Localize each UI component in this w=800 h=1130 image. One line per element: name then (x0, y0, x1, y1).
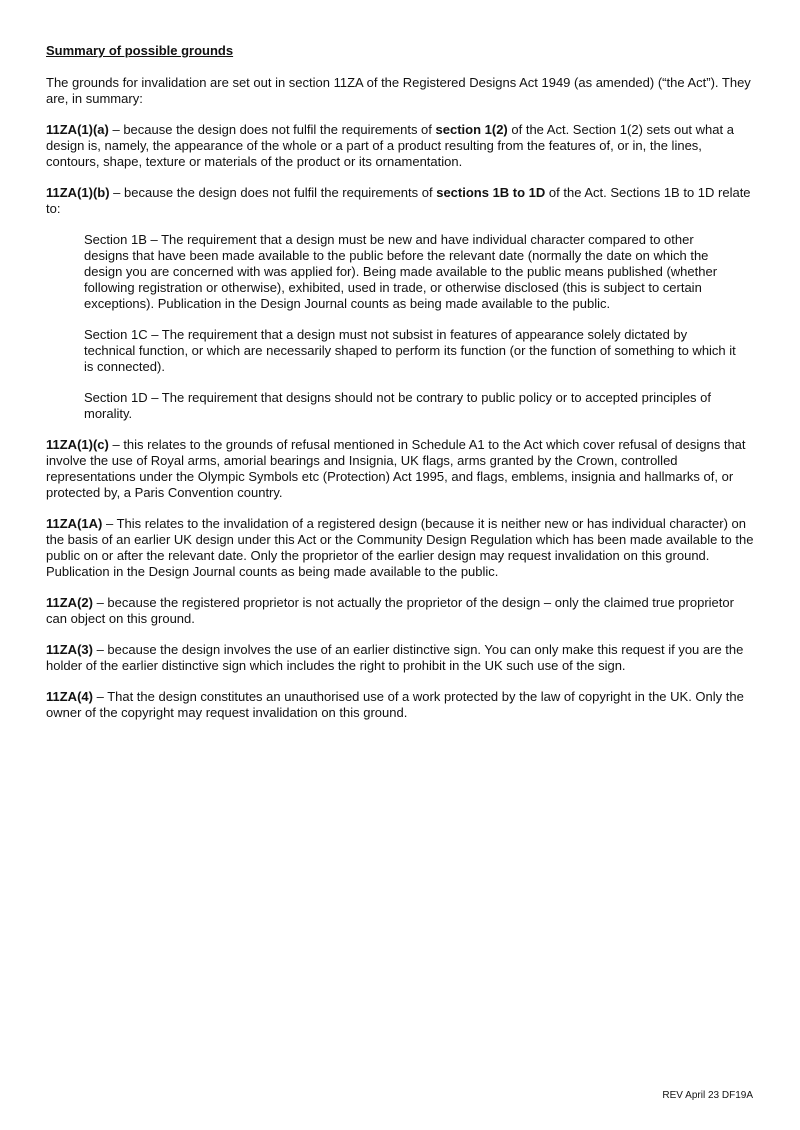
ground-4-paragraph (46, 689, 758, 721)
section-1d-paragraph: Section 1D – The requirement that designs should not be contrary to public policy or to accepted principles of morality. (84, 390, 712, 421)
ground-3-label: 11ZA(3) (46, 642, 93, 657)
ground-3-paragraph (46, 642, 758, 674)
ground-1a-paragraph (46, 122, 758, 170)
section-1b-paragraph: Section 1B – The requirement that a design must be new and have individual character compared to other designs that have been made available to the public before the relevant date (normally the date on which the design you are concerned with was applied for). Being made available to the public means published (whether following registration or otherwise), exhibited, used in trade, or otherwise disclosed (this is subject to certain exceptions). Publication in the Design Journal counts as being made available to the public. (84, 232, 718, 311)
ground-1b-text-after: of the Act. Sections 1B to 1D relate to: (46, 185, 751, 216)
ground-1b-label: 11ZA(1)(b) (46, 185, 110, 200)
document-page (46, 43, 758, 736)
ground-1b-paragraph (46, 185, 758, 217)
intro-paragraph: The grounds for invalidation are set out in section 11ZA of the Registered Designs Act 1949 (as amended) (“the Act”). They are, in summary: (46, 75, 751, 106)
ground-1a-text-after: of the Act. Section 1(2) sets out what a design is, namely, the appearance of the whole or a part of a product resulting from the features of, or in, the lines, contours, shape, texture or materials of the product or its ornamentation. (46, 122, 734, 169)
ground-1b-ref: sections 1B to 1D (436, 185, 546, 200)
ground-1c-paragraph (46, 437, 758, 501)
footer-revision: REV April 23 DF19A (662, 1090, 753, 1101)
ground-2-label: 11ZA(2) (46, 595, 93, 610)
ground-1A-paragraph (46, 516, 758, 580)
ground-2-text: – because the registered proprietor is not actually the proprietor of the design – only the claimed true proprietor can object on this ground. (46, 595, 734, 626)
ground-1a-label: 11ZA(1)(a) (46, 122, 109, 137)
ground-1a-text-before: – because the design does not fulfil the requirements of (108, 122, 436, 137)
ground-1c-text: – this relates to the grounds of refusal mentioned in Schedule A1 to the Act which cover refusal of designs that involve the use of Royal arms, amorial bearings and Insignia, UK flags, arms granted by the Crown, controlled representations under the Olympic Symbols etc (Protection) Act 1995, and flags, emblems, insignia and hallmarks of, or protected by, a Paris Convention country. (46, 437, 746, 500)
ground-1b-text-before: – because the design does not fulfil the requirements of (109, 185, 437, 200)
ground-3-text: – because the design involves the use of an earlier distinctive sign. You can only make this request if you are the holder of the earlier distinctive sign which includes the right to prohibit in the UK such use of the sign. (46, 642, 744, 673)
ground-1A-text: – This relates to the invalidation of a registered design (because it is neither new or has individual character) on the basis of an earlier UK design under this Act or the Community Design Regulation which has been made available to the public on or after the relevant date. Only the proprietor of the earlier design may request invalidation on this ground. Publication in the Design Journal counts as being made available to the public. (46, 516, 754, 579)
section-1c-paragraph: Section 1C – The requirement that a design must not subsist in features of appearance solely dictated by technical function, or which are necessarily shaped to perform its function (or the function of something to which it is connected). (84, 327, 736, 374)
ground-4-text: – That the design constitutes an unauthorised use of a work protected by the law of copyright in the UK. Only the owner of the copyright may request invalidation on this ground. (46, 689, 744, 720)
page-title: Summary of possible grounds (46, 43, 234, 58)
ground-1c-label: 11ZA(1)(c) (46, 437, 109, 452)
ground-4-label: 11ZA(4) (46, 689, 93, 704)
ground-1a-ref: section 1(2) (435, 122, 508, 137)
ground-1A-label: 11ZA(1A) (46, 516, 103, 531)
ground-2-paragraph (46, 595, 758, 627)
